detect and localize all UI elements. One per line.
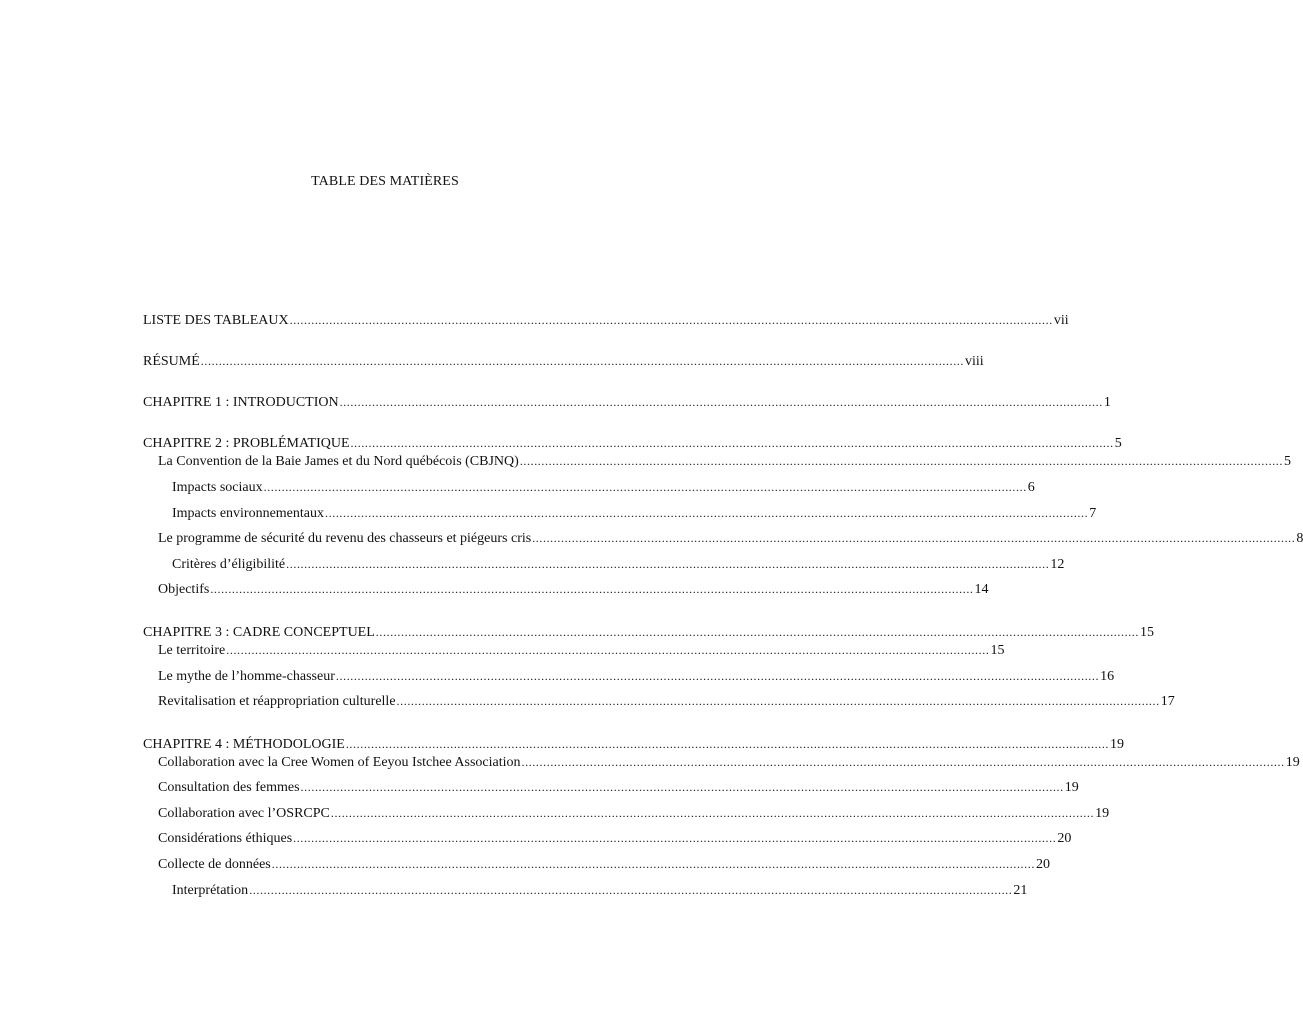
toc-entry-consultation-femmes[interactable]: [158, 778, 1079, 796]
toc-entry-label: Impacts environnementaux: [172, 506, 325, 521]
toc-entry-label: Collecte de données: [158, 857, 271, 872]
dot-leader: ....................................................................................................................................................................................................................: [396, 694, 1160, 708]
toc-entry-mythe-homme-chasseur[interactable]: [158, 667, 1115, 685]
toc-entry-impacts-environnementaux[interactable]: [172, 504, 1097, 522]
dot-leader: ....................................................................................................................................................................................................................: [521, 755, 1285, 769]
toc-entry-programme-securite-revenu[interactable]: [158, 529, 1303, 547]
dot-leader: ....................................................................................................................................................................................................................: [286, 557, 1050, 571]
toc-entry-page: 17: [1160, 694, 1175, 709]
toc-entry-page: 7: [1089, 506, 1097, 521]
toc-entry-page: 1: [1103, 395, 1111, 410]
toc-entry-label: Collaboration avec l’OSRCPC: [158, 806, 330, 821]
toc-entry-page: 15: [1140, 625, 1154, 640]
toc-entry-label: Revitalisation et réappropriation culturelle: [158, 694, 396, 709]
toc-entry-label: CHAPITRE 2 : PROBLÉMATIQUE: [143, 436, 350, 451]
dot-leader: ....................................................................................................................................................................................................................: [200, 354, 964, 368]
toc-entry-collaboration-cwei[interactable]: [158, 753, 1300, 771]
dot-leader: ....................................................................................................................................................................................................................: [532, 531, 1296, 545]
toc-entry-collaboration-osrcpc[interactable]: [158, 804, 1110, 822]
toc-entry-page: 6: [1027, 480, 1035, 495]
toc-entry-label: Le territoire: [158, 643, 226, 658]
toc-entry-collecte-donnees[interactable]: [158, 855, 1050, 873]
dot-leader: ....................................................................................................................................................................................................................: [339, 395, 1103, 409]
toc-entry-chapitre-2[interactable]: [143, 434, 1122, 452]
toc-entry-page: 12: [1050, 557, 1065, 572]
toc-entry-page: 15: [990, 643, 1005, 658]
page-title: TABLE DES MATIÈRES: [311, 174, 459, 189]
toc-entry-cbjnq[interactable]: [158, 452, 1292, 470]
dot-leader: ....................................................................................................................................................................................................................: [350, 436, 1114, 450]
toc-entry-page: 16: [1100, 669, 1115, 684]
toc-entry-liste-des-tableaux[interactable]: [143, 311, 1069, 329]
toc-entry-page: 20: [1035, 857, 1050, 872]
dot-leader: ....................................................................................................................................................................................................................: [335, 669, 1100, 683]
toc-entry-page: 5: [1284, 454, 1292, 469]
dot-leader: ....................................................................................................................................................................................................................: [300, 780, 1064, 794]
toc-entry-page: vii: [1053, 313, 1069, 328]
dot-leader: ....................................................................................................................................................................................................................: [293, 831, 1057, 845]
toc-entry-page: 8: [1296, 531, 1303, 546]
toc-entry-label: Considérations éthiques: [158, 831, 293, 846]
dot-leader: ....................................................................................................................................................................................................................: [375, 625, 1139, 639]
toc-entry-label: Le mythe de l’homme-chasseur: [158, 669, 335, 684]
toc-entry-le-territoire[interactable]: [158, 641, 1005, 659]
toc-entry-label: Impacts sociaux: [172, 480, 263, 495]
toc-entry-label: CHAPITRE 4 : MÉTHODOLOGIE: [143, 737, 345, 752]
toc-entry-label: Collaboration avec la Cree Women of Eeyou Istchee Association: [158, 755, 521, 770]
dot-leader: ....................................................................................................................................................................................................................: [271, 857, 1035, 871]
dot-leader: ....................................................................................................................................................................................................................: [289, 313, 1053, 327]
toc-entry-criteres-eligibilite[interactable]: [172, 555, 1065, 573]
toc-entry-label: RÉSUMÉ: [143, 354, 200, 369]
toc-entry-label: Objectifs: [158, 582, 210, 597]
toc-entry-resume[interactable]: [143, 352, 984, 370]
dot-leader: ....................................................................................................................................................................................................................: [330, 806, 1095, 820]
toc-entry-chapitre-3[interactable]: [143, 623, 1154, 641]
toc-entry-considerations-ethiques[interactable]: [158, 829, 1072, 847]
toc-entry-label: Critères d’éligibilité: [172, 557, 286, 572]
dot-leader: ....................................................................................................................................................................................................................: [345, 737, 1110, 751]
toc-entry-revitalisation[interactable]: [158, 692, 1175, 710]
toc-entry-page: 21: [1013, 883, 1028, 898]
toc-entry-page: 20: [1057, 831, 1072, 846]
toc-entry-chapitre-4[interactable]: [143, 735, 1125, 753]
dot-leader: ....................................................................................................................................................................................................................: [210, 582, 974, 596]
dot-leader: ....................................................................................................................................................................................................................: [325, 506, 1089, 520]
toc-entry-chapitre-1[interactable]: [143, 393, 1111, 411]
toc-entry-page: 19: [1285, 755, 1300, 770]
toc-entry-label: Interprétation: [172, 883, 249, 898]
toc-entry-label: CHAPITRE 1 : INTRODUCTION: [143, 395, 339, 410]
toc-entry-label: LISTE DES TABLEAUX: [143, 313, 289, 328]
toc-entry-page: 19: [1095, 806, 1110, 821]
toc-entry-label: Consultation des femmes: [158, 780, 300, 795]
toc-entry-page: 19: [1110, 737, 1125, 752]
toc-entry-objectifs[interactable]: [158, 580, 989, 598]
toc-entry-label: La Convention de la Baie James et du Nord québécois (CBJNQ): [158, 454, 519, 469]
toc-entry-page: 14: [974, 582, 989, 597]
dot-leader: ....................................................................................................................................................................................................................: [263, 480, 1027, 494]
toc-entry-impacts-sociaux[interactable]: [172, 478, 1035, 496]
toc-entry-label: Le programme de sécurité du revenu des chasseurs et piégeurs cris: [158, 531, 532, 546]
dot-leader: ....................................................................................................................................................................................................................: [519, 454, 1284, 468]
toc-entry-interpretation[interactable]: [172, 881, 1028, 899]
dot-leader: ....................................................................................................................................................................................................................: [226, 643, 990, 657]
dot-leader: ....................................................................................................................................................................................................................: [249, 883, 1013, 897]
toc-entry-page: 19: [1064, 780, 1079, 795]
toc-entry-page: 5: [1114, 436, 1122, 451]
toc-entry-page: viii: [965, 354, 984, 369]
toc-entry-label: CHAPITRE 3 : CADRE CONCEPTUEL: [143, 625, 375, 640]
